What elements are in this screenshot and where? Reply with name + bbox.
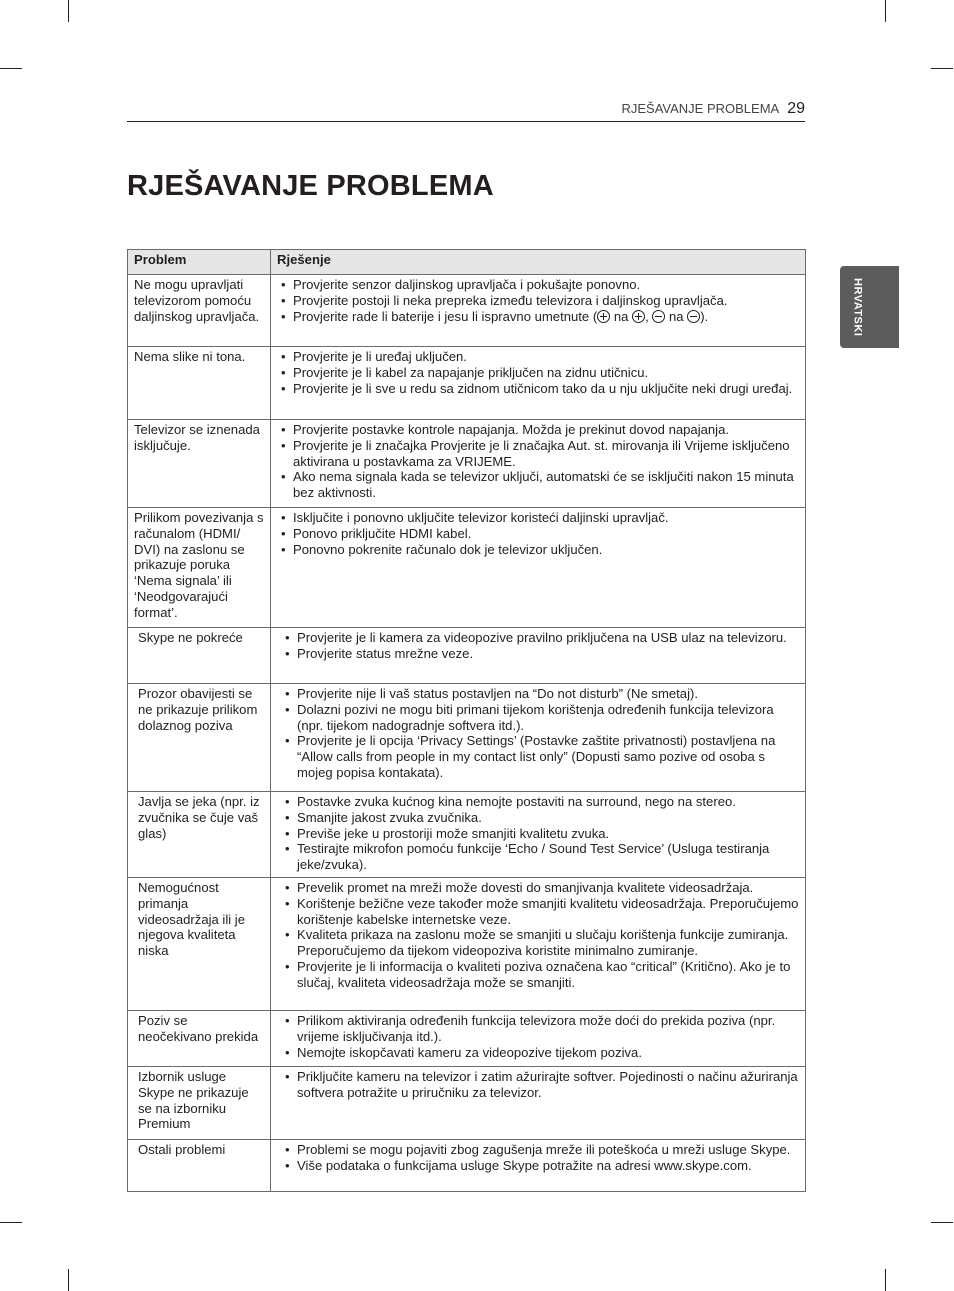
crop-mark: [68, 0, 69, 22]
problem-cell: Ostali problemi: [128, 1140, 271, 1192]
battery-plus-icon: [632, 310, 645, 323]
solution-item: • Provjerite postavke kontrole napajanja. Možda je prekinut dovod napajanja.: [277, 422, 799, 438]
crop-mark: [0, 1222, 22, 1223]
solution-list: [277, 1069, 799, 1101]
solution-list: [277, 349, 799, 396]
table-header-row: [128, 250, 806, 275]
crop-mark: [931, 1222, 953, 1223]
solution-cell: [271, 420, 806, 508]
problem-cell: Javlja se jeka (npr. iz zvučnika se čuje vaš glas): [128, 792, 271, 878]
table-row: [128, 628, 806, 684]
crop-mark: [885, 0, 886, 22]
running-header: [127, 100, 805, 118]
table-row: [128, 1067, 806, 1140]
problem-cell: Izbornik usluge Skype ne prikazuje se na izborniku Premium: [128, 1067, 271, 1140]
table-row: [128, 347, 806, 420]
solution-cell: [271, 347, 806, 420]
column-header-problem: Problem: [128, 250, 271, 275]
table-row: [128, 684, 806, 792]
column-header-solution: Rješenje: [271, 250, 806, 275]
solution-cell: [271, 1011, 806, 1067]
problem-cell: Prozor obavijesti se ne prikazuje prilikom dolaznog poziva: [128, 684, 271, 792]
solution-item: • Problemi se mogu pojaviti zbog zagušenja mreže ili poteškoća u mreži usluge Skype.: [277, 1142, 799, 1158]
solution-item: • Ponovo priključite HDMI kabel.: [277, 526, 799, 542]
solution-cell: [271, 508, 806, 628]
solution-list: [277, 510, 799, 557]
solution-item: • Ponovno pokrenite računalo dok je televizor uključen.: [277, 542, 799, 558]
crop-mark: [931, 68, 953, 69]
solution-list: [277, 1142, 799, 1174]
problem-cell: Ne mogu upravljati televizorom pomoću daljinskog upravljača.: [128, 275, 271, 347]
solution-list: [277, 1013, 799, 1060]
battery-text-na: na: [610, 308, 633, 324]
page-number: 29: [787, 100, 805, 117]
solution-list: [277, 630, 799, 662]
battery-minus-icon: [652, 310, 665, 323]
solution-item-battery: [277, 309, 799, 325]
battery-text-prefix: Provjerite rade li baterije i jesu li ispravno umetnute (: [293, 308, 598, 324]
solution-item: • Provjerite senzor daljinskog upravljača i pokušajte ponovno.: [277, 277, 799, 293]
problem-cell: Nema slike ni tona.: [128, 347, 271, 420]
crop-mark: [0, 68, 22, 69]
solution-item: • Provjerite je li uređaj uključen.: [277, 349, 799, 365]
solution-cell: [271, 628, 806, 684]
solution-item: • Više podataka o funkcijama usluge Skype potražite na adresi www.skype.com.: [277, 1158, 799, 1174]
solution-item: • Kvaliteta prikaza na zaslonu može se smanjiti u slučaju korištenja funkcije zumiranja. Preporučujemo da tijekom videopoziva koristite minimalno zumiranje.: [277, 927, 799, 959]
running-header-section: RJEŠAVANJE PROBLEMA: [621, 101, 780, 116]
battery-text-suffix: ).: [700, 308, 709, 324]
solution-item: • Ako nema signala kada se televizor uključi, automatski će se isključiti nakon 15 minuta bez aktivnosti.: [277, 469, 799, 501]
solution-item: • Previše jeke u prostoriji može smanjiti kvalitetu zvuka.: [277, 826, 799, 842]
battery-text-na: na: [665, 308, 688, 324]
solution-item: • Provjerite nije li vaš status postavljen na “Do not disturb” (Ne smetaj).: [277, 686, 799, 702]
table-row: [128, 1140, 806, 1192]
solution-cell: [271, 1140, 806, 1192]
solution-item: • Provjerite je li informacija o kvaliteti poziva označena kao “critical” (Kritično). Ako je to slučaj, kvaliteta videosadržaja može se smanjiti.: [277, 959, 799, 991]
solution-item: • Nemojte iskopčavati kameru za videopozive tijekom poziva.: [277, 1045, 799, 1061]
battery-text-sep: ,: [645, 308, 653, 324]
solution-item: • Priključite kameru na televizor i zatim ažurirajte softver. Pojedinosti o načinu ažuriranja softvera potražite u priručniku za televizor.: [277, 1069, 799, 1101]
battery-plus-icon: [597, 310, 610, 323]
language-tab-label: HRVATSKI: [851, 277, 864, 337]
problem-cell: Prilikom povezivanja s računalom (HDMI/ DVI) na zaslonu se prikazuje poruka ‘Nema signala’ ili ‘Neodgovarajući format’.: [128, 508, 271, 628]
solution-item: • Prevelik promet na mreži može dovesti do smanjivanja kvalitete videosadržaja.: [277, 880, 799, 896]
solution-item: • Isključite i ponovno uključite televizor koristeći daljinski upravljač.: [277, 510, 799, 526]
table-row: [128, 275, 806, 347]
header-rule: [127, 121, 805, 122]
language-side-tab: [840, 266, 899, 348]
solution-list: [277, 880, 799, 991]
troubleshooting-table: [127, 249, 806, 1192]
table-row: [128, 878, 806, 1011]
battery-minus-icon: [687, 310, 700, 323]
solution-item: • Smanjite jakost zvuka zvučnika.: [277, 810, 799, 826]
solution-cell: [271, 1067, 806, 1140]
solution-item: • Provjerite postoji li neka prepreka između televizora i daljinskog upravljača.: [277, 293, 799, 309]
solution-list: [277, 794, 799, 873]
problem-cell: Televizor se iznenada isključuje.: [128, 420, 271, 508]
table-row: [128, 420, 806, 508]
table-row: [128, 1011, 806, 1067]
solution-list: [277, 277, 799, 324]
page-title: RJEŠAVANJE PROBLEMA: [127, 170, 494, 202]
solution-item: • Provjerite je li opcija ‘Privacy Settings’ (Postavke zaštite privatnosti) postavljena na “Allow calls from people in my contact list only” (Dopusti samo pozive od osoba s mojeg popisa kontakata).: [277, 733, 799, 780]
solution-cell: [271, 684, 806, 792]
problem-cell: Poziv se neočekivano prekida: [128, 1011, 271, 1067]
solution-item: • Provjerite je li kamera za videopozive pravilno priključena na USB ulaz na televizoru.: [277, 630, 799, 646]
crop-mark: [885, 1269, 886, 1291]
solution-item: • Korištenje bežične veze također može smanjiti kvalitetu videosadržaja. Preporučujemo korištenje kabelske internetske veze.: [277, 896, 799, 928]
crop-mark: [68, 1269, 69, 1291]
solution-item: • Postavke zvuka kućnog kina nemojte postaviti na surround, nego na stereo.: [277, 794, 799, 810]
solution-item: • Provjerite je li sve u redu sa zidnom utičnicom tako da u nju uključite neki drugi uređaj.: [277, 381, 799, 397]
solution-item: • Provjerite status mrežne veze.: [277, 646, 799, 662]
problem-cell: Skype ne pokreće: [128, 628, 271, 684]
solution-cell: [271, 792, 806, 878]
solution-item: • Dolazni pozivi ne mogu biti primani tijekom korištenja određenih funkcija televizora (npr. tijekom nadogradnje softvera itd.).: [277, 702, 799, 734]
solution-cell: [271, 275, 806, 347]
table-row: [128, 508, 806, 628]
solution-item: • Prilikom aktiviranja određenih funkcija televizora može doći do prekida poziva (npr. vrijeme isključivanja itd.).: [277, 1013, 799, 1045]
solution-list: [277, 422, 799, 501]
solution-cell: [271, 878, 806, 1011]
solution-item: • Testirajte mikrofon pomoću funkcije ‘Echo / Sound Test Service’ (Usluga testiranja jeke/zvuka).: [277, 841, 799, 873]
problem-cell: Nemogućnost primanja videosadržaja ili je njegova kvaliteta niska: [128, 878, 271, 1011]
table-row: [128, 792, 806, 878]
solution-item: • Provjerite je li značajka Provjerite je li značajka Aut. st. mirovanja ili Vrijeme isključeno aktivirana u postavkama za VRIJEME.: [277, 438, 799, 470]
solution-item: • Provjerite je li kabel za napajanje priključen na zidnu utičnicu.: [277, 365, 799, 381]
solution-list: [277, 686, 799, 781]
